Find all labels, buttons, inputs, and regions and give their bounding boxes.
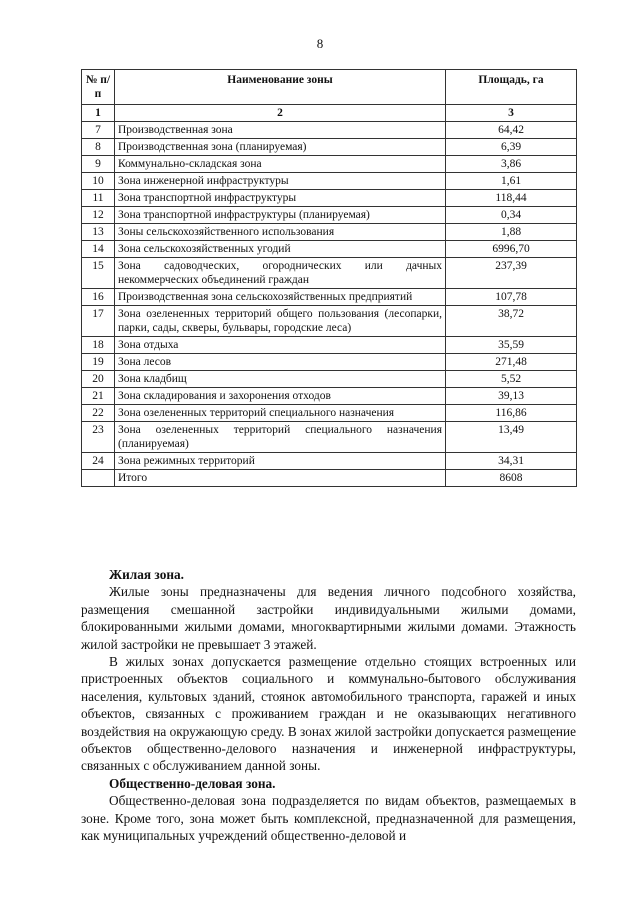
zone-name: Коммунально-складская зона <box>115 156 446 173</box>
zone-area: 1,88 <box>446 224 577 241</box>
zone-number: 14 <box>82 241 115 258</box>
section-heading: Общественно-деловая зона. <box>109 775 276 791</box>
zone-area: 0,34 <box>446 207 577 224</box>
paragraph: Жилые зоны предназначены для ведения личного подсобного хозяйства, размещения смешанной застройки индивидуальными жилыми домами, блокированными жилыми домами, многоквартирными жилыми домами. Этажность жилой застройки не превышает 3 этажей. <box>81 584 576 652</box>
index-col-1: 1 <box>82 105 115 122</box>
table-row <box>82 422 577 453</box>
table-row <box>82 289 577 306</box>
zone-number: 9 <box>82 156 115 173</box>
zone-area: 8608 <box>446 470 577 487</box>
zone-area: 6,39 <box>446 139 577 156</box>
table-header-row <box>82 70 577 105</box>
zone-name: Зона режимных территорий <box>115 453 446 470</box>
zone-area: 39,13 <box>446 388 577 405</box>
zone-name: Зона кладбищ <box>115 371 446 388</box>
zone-name: Зона инженерной инфраструктуры <box>115 173 446 190</box>
zone-number: 15 <box>82 258 115 289</box>
table-row <box>82 388 577 405</box>
table-row <box>82 405 577 422</box>
table-row <box>82 337 577 354</box>
zone-number: 13 <box>82 224 115 241</box>
zone-area: 3,86 <box>446 156 577 173</box>
header-name: Наименование зоны <box>115 70 446 105</box>
table-row <box>82 241 577 258</box>
zone-number: 22 <box>82 405 115 422</box>
zone-area: 107,78 <box>446 289 577 306</box>
zone-number: 11 <box>82 190 115 207</box>
zone-name: Производственная зона сельскохозяйственных предприятий <box>115 289 446 306</box>
zone-area: 271,48 <box>446 354 577 371</box>
paragraph: Общественно-деловая зона подразделяется по видам объектов, размещаемых в зоне. Кроме того, зона может быть комплексной, предназначенной для размещения, как муниципальных учреждений общественно-деловой и <box>81 793 576 844</box>
zone-name: Зона садоводческих, огороднических или дачных некоммерческих объединений граждан <box>115 258 446 289</box>
zone-name: Зоны сельскохозяйственного использования <box>115 224 446 241</box>
zone-number: 10 <box>82 173 115 190</box>
zone-number: 19 <box>82 354 115 371</box>
zone-number: 18 <box>82 337 115 354</box>
table-row <box>82 258 577 289</box>
table-row <box>82 122 577 139</box>
zone-area: 5,52 <box>446 371 577 388</box>
zone-area: 64,42 <box>446 122 577 139</box>
page-number: 8 <box>316 36 324 51</box>
table-row <box>82 224 577 241</box>
zone-number: 23 <box>82 422 115 453</box>
table-row <box>82 156 577 173</box>
index-col-3: 3 <box>446 105 577 122</box>
zone-name: Производственная зона <box>115 122 446 139</box>
table-index-row <box>82 105 577 122</box>
zone-number: 20 <box>82 371 115 388</box>
zone-area: 118,44 <box>446 190 577 207</box>
table-row <box>82 173 577 190</box>
zone-area: 13,49 <box>446 422 577 453</box>
table-row <box>82 453 577 470</box>
table-row <box>82 139 577 156</box>
zone-number: 16 <box>82 289 115 306</box>
zone-number: 8 <box>82 139 115 156</box>
paragraph: В жилых зонах допускается размещение отдельно стоящих встроенных или пристроенных объектов социального и коммунально-бытового обслуживания населения, культовых зданий, стоянок автомобильного транспорта, гаражей и иных объектов, связанных с проживанием граждан и не оказывающих негативного воздействия на окружающую среду. В зонах жилой застройки допускается размещение объектов общественно-делового назначения и инженерной инфраструктуры, связанных с обслуживанием данной зоны. <box>81 654 576 774</box>
zone-number <box>82 470 115 487</box>
table-row <box>82 470 577 487</box>
zone-name: Зона лесов <box>115 354 446 371</box>
zone-name: Зона транспортной инфраструктуры <box>115 190 446 207</box>
zone-area: 34,31 <box>446 453 577 470</box>
zone-number: 21 <box>82 388 115 405</box>
zone-number: 7 <box>82 122 115 139</box>
zone-name: Зона сельскохозяйственных угодий <box>115 241 446 258</box>
zone-name: Зона озелененных территорий общего пользования (лесопарки, парки, сады, скверы, бульвары, городские леса) <box>115 306 446 337</box>
zones-table <box>81 69 577 487</box>
zone-name: Зона складирования и захоронения отходов <box>115 388 446 405</box>
table-row <box>82 190 577 207</box>
table-row <box>82 371 577 388</box>
header-num: № п/п <box>82 70 115 105</box>
zone-name: Зона озелененных территорий специального назначения (планируемая) <box>115 422 446 453</box>
zone-number: 24 <box>82 453 115 470</box>
zone-area: 237,39 <box>446 258 577 289</box>
zone-area: 1,61 <box>446 173 577 190</box>
zone-area: 6996,70 <box>446 241 577 258</box>
zone-number: 12 <box>82 207 115 224</box>
zone-name: Зона озелененных территорий специального назначения <box>115 405 446 422</box>
zone-name: Производственная зона (планируемая) <box>115 139 446 156</box>
zone-name: Зона отдыха <box>115 337 446 354</box>
zone-area: 38,72 <box>446 306 577 337</box>
header-area: Площадь, га <box>446 70 577 105</box>
body-text <box>81 566 576 845</box>
zone-area: 116,86 <box>446 405 577 422</box>
zone-number: 17 <box>82 306 115 337</box>
table-row <box>82 354 577 371</box>
zone-area: 35,59 <box>446 337 577 354</box>
zone-name: Зона транспортной инфраструктуры (планируемая) <box>115 207 446 224</box>
zone-name: Итого <box>115 470 446 487</box>
table-row <box>82 306 577 337</box>
table-row <box>82 207 577 224</box>
index-col-2: 2 <box>115 105 446 122</box>
section-heading: Жилая зона. <box>109 567 184 582</box>
